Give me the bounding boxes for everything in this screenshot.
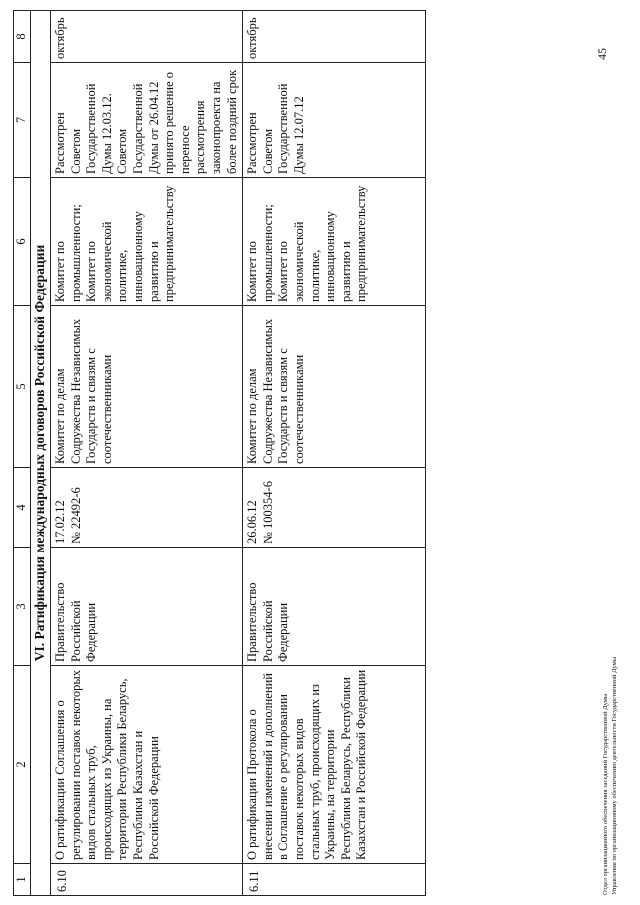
column-number: 5 [14, 306, 31, 468]
bill-status: Рассмотрен Советом Государственной Думы 12.07.12 [243, 63, 426, 178]
registration-cell [51, 468, 243, 548]
table-row [51, 11, 243, 896]
column-number: 6 [14, 178, 31, 306]
registration-date: 17.02.12 [53, 500, 67, 544]
registration-date: 26.06.12 [245, 500, 260, 544]
column-number: 8 [14, 11, 31, 63]
section-header-row [31, 11, 51, 896]
responsible-committee: Комитет по делам Содружества Независимых Государств и связям с соотечественниками [243, 306, 426, 468]
registration-cell [243, 468, 426, 548]
bill-title: О ратификации Протокола о внесении изменений и дополнений в Соглашение о регулировании поставок некоторых видов стальных труб, происходящих из Украины, на территории Республики Беларусь, Республики Казахстан и Российской Федерации [243, 666, 426, 864]
column-number: 7 [14, 63, 31, 178]
planned-month: октябрь [51, 11, 243, 63]
footer-line: Отдел организационного обеспечения заседаний Государственной Думы [602, 693, 609, 895]
registration-number: № 100354-6 [260, 481, 275, 544]
column-number: 1 [14, 864, 31, 896]
column-number: 2 [14, 666, 31, 864]
co-executor-committees: Комитет по промышленности; Комитет по экономической политике, инновационному развитию и предпринимательству [51, 178, 243, 306]
registration-number: № 22492-6 [68, 487, 83, 544]
column-number-row [14, 11, 31, 896]
row-number: 6.11 [243, 864, 426, 896]
bill-initiator: Правительство Российской Федерации [51, 548, 243, 666]
bill-initiator: Правительство Российской Федерации [243, 548, 426, 666]
bills-table [13, 10, 426, 896]
footer [602, 657, 619, 895]
column-number: 4 [14, 468, 31, 548]
bill-status: Рассмотрен Советом Государственной Думы 12.03.12. Советом Государственной Думы от 26.04.12 принято решение о переносе рассмотрения законопроекта на более поздний срок [51, 63, 243, 178]
responsible-committee: Комитет по делам Содружества Независимых Государств и связям с соотечественниками [51, 306, 243, 468]
table-row [243, 11, 426, 896]
page-number: 45 [595, 48, 609, 60]
bill-title: О ратификации Соглашения о регулировании поставок некоторых видов стальных труб, происходящих из Украины, на территории Республики Беларусь, Республики Казахстан и Российской Федерации [51, 666, 243, 864]
co-executor-committees: Комитет по промышленности; Комитет по экономической политике, инновационному развитию и предпринимательству [243, 178, 426, 306]
row-number: 6.10 [51, 864, 243, 896]
section-title: VI. Ратификация международных договоров Российской Федерации [31, 11, 51, 896]
column-number: 3 [14, 548, 31, 666]
footer-line: Управления по организационному обеспечению деятельности Государственной Думы [610, 656, 618, 895]
planned-month: октябрь [243, 11, 426, 63]
